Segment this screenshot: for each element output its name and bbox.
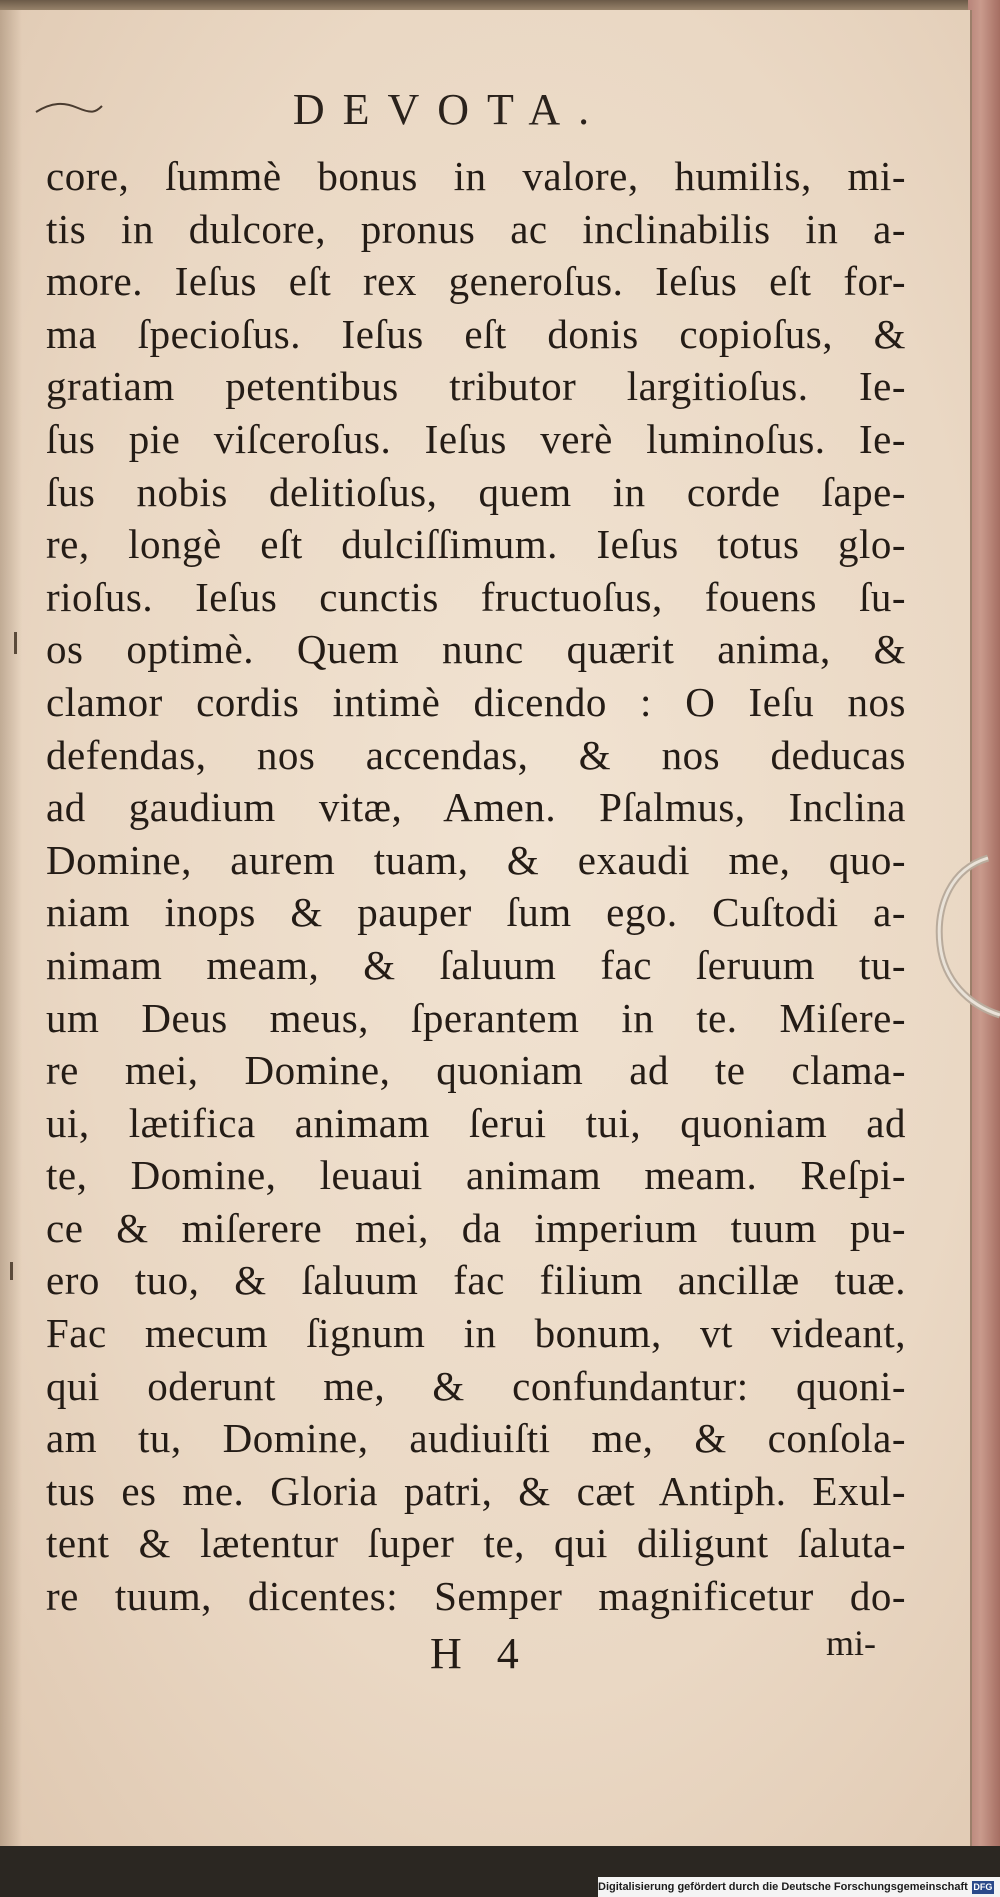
margin-mark <box>10 1262 13 1280</box>
text-line: rioſus. Ieſus cunctis fructuoſus, fouens ſu- <box>46 573 906 620</box>
text-line: tis in dulcore, pronus ac inclinabilis in a- <box>46 205 906 252</box>
text-line: qui oderunt me, & confundantur: quoni- <box>46 1362 906 1409</box>
digitization-credit: Digitalisierung gefördert durch die Deutsche Forschungsgemeinschaft <box>598 1881 968 1893</box>
text-line: os optimè. Quem nunc quærit anima, & <box>46 626 906 673</box>
signature-mark: H 4 <box>430 1629 531 1678</box>
text-line: Domine, aurem tuam, & exaudi me, quo- <box>46 836 906 883</box>
text-line: defendas, nos accendas, & nos deducas <box>46 731 906 778</box>
text-line: core, ſummè bonus in valore, humilis, mi- <box>46 153 906 199</box>
margin-mark <box>14 632 17 654</box>
catchword: mi- <box>826 1623 876 1663</box>
text-line: ad gaudium vitæ, Amen. Pſalmus, Inclina <box>46 784 906 831</box>
text-line: gratiam petentibus tributor largitioſus. Ie- <box>46 363 906 410</box>
text-line: am tu, Domine, audiuiſti me, & conſola- <box>46 1415 906 1462</box>
text-line: more. Ieſus eſt rex generoſus. Ieſus eſt for- <box>46 258 906 305</box>
text-line: clamor cordis intimè dicendo : O Ieſu nos <box>46 678 906 725</box>
page-clip-icon <box>918 850 1000 1020</box>
text-line: Fac mecum ſignum in bonum, vt videant, <box>46 1310 906 1357</box>
text-line: re, longè eſt dulciſſimum. Ieſus totus glo- <box>46 521 906 568</box>
text-line: tent & lætentur ſuper te, qui diligunt ſaluta- <box>46 1520 906 1567</box>
running-head: DEVOTA. <box>292 85 608 134</box>
page-text <box>46 150 906 1623</box>
text-line: re tuum, dicentes: Semper magnificetur do- <box>46 1573 906 1620</box>
dfg-logo-icon: DFG <box>973 1882 993 1892</box>
text-line: re mei, Domine, quoniam ad te clama- <box>46 1047 906 1094</box>
text-line: nimam meam, & ſaluum fac ſeruum tu- <box>46 941 906 988</box>
text-line: ma ſpecioſus. Ieſus eſt donis copioſus, & <box>46 310 906 357</box>
text-line: niam inops & pauper ſum ego. Cuſtodi a- <box>46 889 906 936</box>
gutter-shadow <box>0 10 22 1848</box>
text-line: te, Domine, leuaui animam meam. Reſpi- <box>46 1152 906 1199</box>
digitization-credit-bar <box>598 1877 1000 1897</box>
text-line: ero tuo, & ſaluum fac filium ancillæ tuæ. <box>46 1257 906 1304</box>
text-line: ſus nobis delitioſus, quem in corde ſape- <box>46 468 906 515</box>
text-line: um Deus meus, ſperantem in te. Miſere- <box>46 994 906 1041</box>
text-line: ui, lætifica animam ſerui tui, quoniam ad <box>46 1099 906 1146</box>
text-line: ſus pie viſceroſus. Ieſus verè luminoſus. Ie- <box>46 415 906 462</box>
text-line: ce & miſerere mei, da imperium tuum pu- <box>46 1204 906 1251</box>
text-line: tus es me. Gloria patri, & cæt Antiph. Exul- <box>46 1467 906 1514</box>
